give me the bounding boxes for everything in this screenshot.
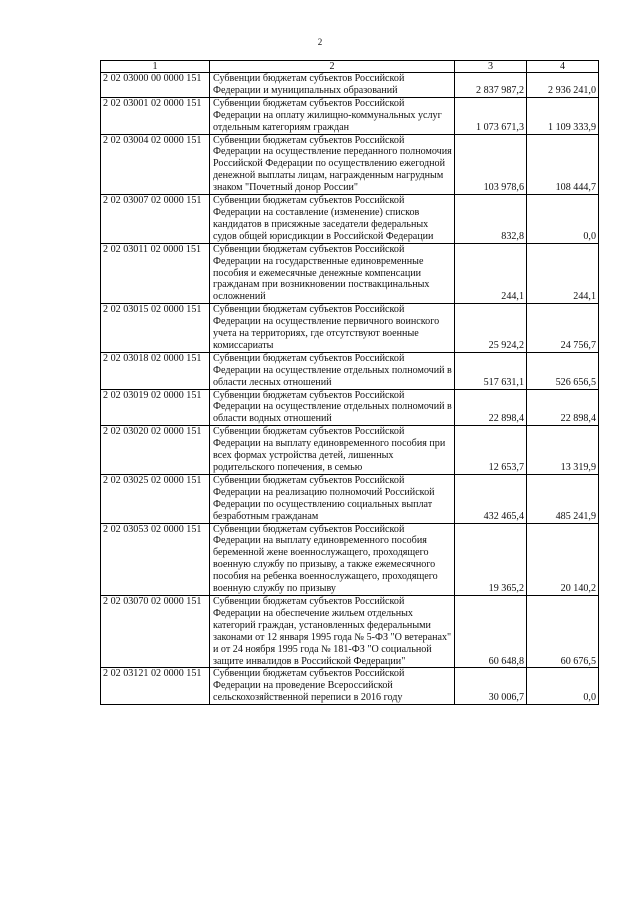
row-value-col3: 244,1: [455, 243, 527, 304]
row-description: Субвенции бюджетам субъектов Российской Федерации на выплату единовременного пособия при всех формах устройства детей, лишенных родительского попечения, в семью: [210, 426, 455, 475]
header-row: [101, 61, 599, 73]
row-value-col4: 0,0: [527, 195, 599, 244]
table-row: [101, 134, 599, 195]
row-code: 2 02 03001 02 0000 151: [101, 97, 210, 134]
row-description: Субвенции бюджетам субъектов Российской Федерации на проведение Всероссийской сельскохозяйственной переписи в 2016 году: [210, 668, 455, 705]
row-description: Субвенции бюджетам субъектов Российской Федерации на выплату единовременного пособия беременной жене военнослужащего, проходящего военную службу по призыву, а также ежемесячного пособия на ребенка военнослужащего, проходящего военную службу по призыву: [210, 523, 455, 595]
row-code: 2 02 03007 02 0000 151: [101, 195, 210, 244]
row-value-col3: 22 898,4: [455, 389, 527, 426]
row-description: Субвенции бюджетам субъектов Российской Федерации на осуществление отдельных полномочий в области лесных отношений: [210, 352, 455, 389]
row-value-col4: 20 140,2: [527, 523, 599, 595]
row-code: 2 02 03000 00 0000 151: [101, 73, 210, 98]
table-row: [101, 73, 599, 98]
row-value-col3: 1 073 671,3: [455, 97, 527, 134]
table-row: [101, 668, 599, 705]
row-value-col3: 432 465,4: [455, 474, 527, 523]
header-col-1: 1: [101, 61, 210, 73]
row-value-col4: 13 319,9: [527, 426, 599, 475]
row-value-col3: 19 365,2: [455, 523, 527, 595]
table-row: [101, 523, 599, 595]
row-description: Субвенции бюджетам субъектов Российской Федерации на осуществление первичного воинского учета на территориях, где отсутствуют военные комиссариаты: [210, 304, 455, 353]
table-row: [101, 389, 599, 426]
row-code: 2 02 03053 02 0000 151: [101, 523, 210, 595]
row-code: 2 02 03011 02 0000 151: [101, 243, 210, 304]
row-value-col4: 244,1: [527, 243, 599, 304]
row-description: Субвенции бюджетам субъектов Российской Федерации на составление (изменение) списков кандидатов в присяжные заседатели федеральных судов общей юрисдикции в Российской Федерации: [210, 195, 455, 244]
row-description: Субвенции бюджетам субъектов Российской Федерации на осуществление переданного полномочия Российской Федерации по осуществлению ежегодной денежной выплаты лицам, награжденным нагрудным знаком "Почетный донор России": [210, 134, 455, 195]
table-row: [101, 426, 599, 475]
row-value-col4: 108 444,7: [527, 134, 599, 195]
row-value-col4: 24 756,7: [527, 304, 599, 353]
header-col-3: 3: [455, 61, 527, 73]
row-code: 2 02 03015 02 0000 151: [101, 304, 210, 353]
row-value-col4: 526 656,5: [527, 352, 599, 389]
row-code: 2 02 03019 02 0000 151: [101, 389, 210, 426]
row-value-col3: 12 653,7: [455, 426, 527, 475]
row-value-col3: 60 648,8: [455, 595, 527, 667]
row-value-col3: 30 006,7: [455, 668, 527, 705]
row-code: 2 02 03020 02 0000 151: [101, 426, 210, 475]
row-value-col3: 517 631,1: [455, 352, 527, 389]
budget-table: [100, 60, 599, 705]
row-value-col4: 1 109 333,9: [527, 97, 599, 134]
row-value-col4: 0,0: [527, 668, 599, 705]
row-value-col4: 2 936 241,0: [527, 73, 599, 98]
row-value-col3: 832,8: [455, 195, 527, 244]
table-row: [101, 243, 599, 304]
row-code: 2 02 03121 02 0000 151: [101, 668, 210, 705]
row-code: 2 02 03018 02 0000 151: [101, 352, 210, 389]
row-code: 2 02 03070 02 0000 151: [101, 595, 210, 667]
header-col-4: 4: [527, 61, 599, 73]
row-value-col3: 25 924,2: [455, 304, 527, 353]
table-row: [101, 195, 599, 244]
page-number: 2: [317, 37, 323, 47]
row-description: Субвенции бюджетам субъектов Российской Федерации и муниципальных образований: [210, 73, 455, 98]
row-value-col4: 60 676,5: [527, 595, 599, 667]
header-col-2: 2: [210, 61, 455, 73]
row-value-col4: 22 898,4: [527, 389, 599, 426]
row-value-col4: 485 241,9: [527, 474, 599, 523]
table-row: [101, 595, 599, 667]
row-value-col3: 2 837 987,2: [455, 73, 527, 98]
row-description: Субвенции бюджетам субъектов Российской Федерации на оплату жилищно-коммунальных услуг отдельным категориям граждан: [210, 97, 455, 134]
row-description: Субвенции бюджетам субъектов Российской Федерации на реализацию полномочий Российской Федерации по осуществлению социальных выплат безработным гражданам: [210, 474, 455, 523]
row-value-col3: 103 978,6: [455, 134, 527, 195]
row-description: Субвенции бюджетам субъектов Российской Федерации на осуществление отдельных полномочий в области водных отношений: [210, 389, 455, 426]
table-row: [101, 97, 599, 134]
table-row: [101, 474, 599, 523]
row-code: 2 02 03004 02 0000 151: [101, 134, 210, 195]
row-description: Субвенции бюджетам субъектов Российской Федерации на государственные единовременные пособия и ежемесячные денежные компенсации гражданам при возникновении поствакцинальных осложнений: [210, 243, 455, 304]
table-row: [101, 304, 599, 353]
row-code: 2 02 03025 02 0000 151: [101, 474, 210, 523]
row-description: Субвенции бюджетам субъектов Российской Федерации на обеспечение жильем отдельных категорий граждан, установленных федеральными законами от 12 января 1995 года № 5-ФЗ "О ветеранах" и от 24 ноября 1995 года № 181-ФЗ "О социальной защите инвалидов в Российской Федерации": [210, 595, 455, 667]
table-row: [101, 352, 599, 389]
